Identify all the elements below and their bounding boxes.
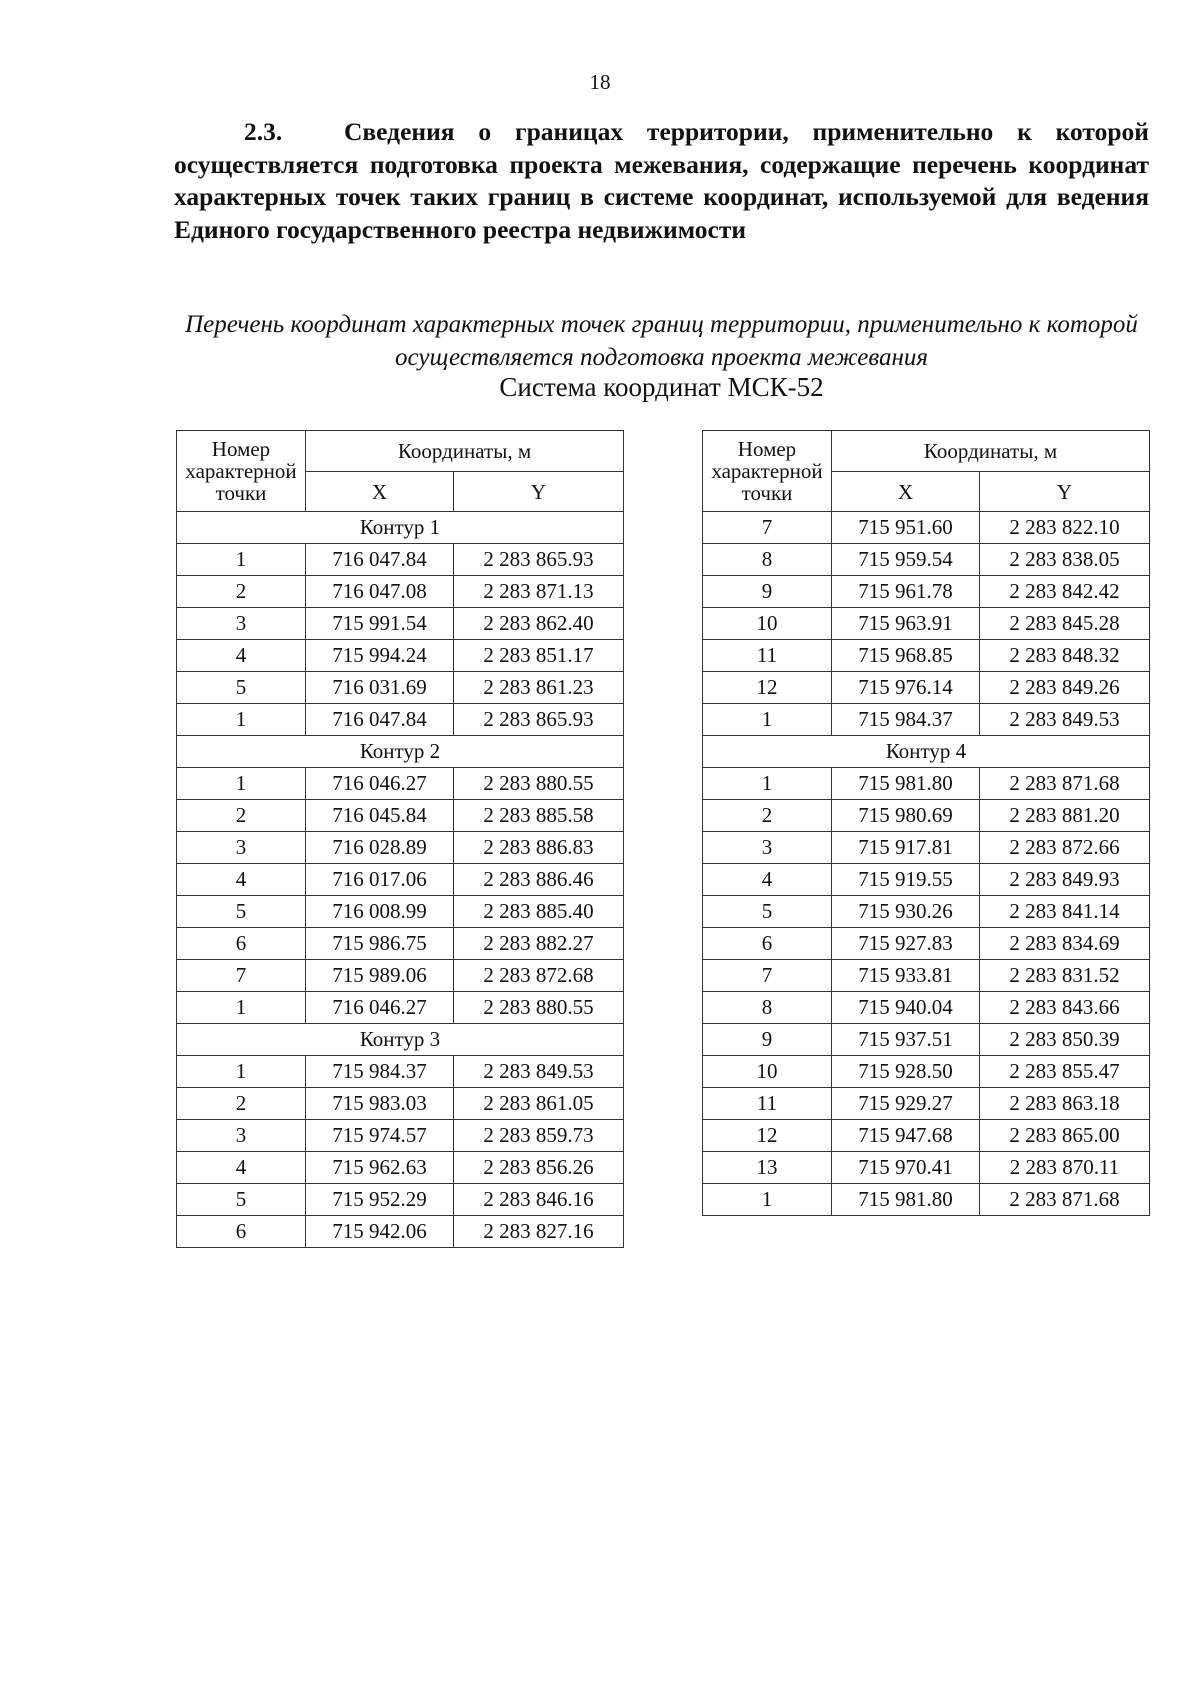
y-coordinate-cell: 2 283 885.58 xyxy=(454,800,624,832)
point-number-cell: 4 xyxy=(177,1152,306,1184)
table-row xyxy=(177,576,624,608)
x-coordinate-cell: 716 008.99 xyxy=(306,896,454,928)
x-coordinate-cell: 715 968.85 xyxy=(832,640,980,672)
x-coordinate-cell: 716 046.27 xyxy=(306,768,454,800)
table-row xyxy=(177,704,624,736)
y-coordinate-cell: 2 283 838.05 xyxy=(980,544,1150,576)
table-row xyxy=(177,928,624,960)
point-number-cell: 6 xyxy=(177,1216,306,1248)
table-row xyxy=(703,832,1150,864)
x-coordinate-cell: 715 959.54 xyxy=(832,544,980,576)
table-row xyxy=(703,1120,1150,1152)
x-coordinate-cell: 715 928.50 xyxy=(832,1056,980,1088)
point-number-cell: 1 xyxy=(703,768,832,800)
point-number-cell: 2 xyxy=(177,576,306,608)
x-coordinate-cell: 715 963.91 xyxy=(832,608,980,640)
x-coordinate-cell: 715 984.37 xyxy=(832,704,980,736)
x-coordinate-cell: 715 994.24 xyxy=(306,640,454,672)
point-number-cell: 1 xyxy=(177,1056,306,1088)
point-number-cell: 3 xyxy=(177,1120,306,1152)
y-coordinate-cell: 2 283 849.53 xyxy=(454,1056,624,1088)
table-row xyxy=(703,512,1150,544)
table-row xyxy=(703,992,1150,1024)
point-number-cell: 7 xyxy=(703,960,832,992)
point-number-cell: 5 xyxy=(703,896,832,928)
contour-label: Контур 3 xyxy=(177,1024,624,1056)
contour-label: Контур 4 xyxy=(703,736,1150,768)
x-coordinate-cell: 715 947.68 xyxy=(832,1120,980,1152)
point-number-cell: 4 xyxy=(177,864,306,896)
table-row xyxy=(703,768,1150,800)
point-number-cell: 5 xyxy=(177,896,306,928)
y-coordinate-cell: 2 283 859.73 xyxy=(454,1120,624,1152)
contour-row xyxy=(177,736,624,768)
x-coordinate-cell: 715 989.06 xyxy=(306,960,454,992)
x-coordinate-cell: 715 927.83 xyxy=(832,928,980,960)
table-row xyxy=(177,800,624,832)
point-number-header: Номер характерной точки xyxy=(177,431,306,512)
x-coordinate-cell: 715 933.81 xyxy=(832,960,980,992)
point-number-cell: 3 xyxy=(703,832,832,864)
table-row xyxy=(177,1120,624,1152)
contour-row xyxy=(177,1024,624,1056)
x-coordinate-cell: 715 951.60 xyxy=(832,512,980,544)
x-coordinate-cell: 715 917.81 xyxy=(832,832,980,864)
y-coordinate-cell: 2 283 855.47 xyxy=(980,1056,1150,1088)
table-row xyxy=(703,1056,1150,1088)
table-row xyxy=(703,960,1150,992)
point-number-cell: 1 xyxy=(703,704,832,736)
y-coordinate-cell: 2 283 831.52 xyxy=(980,960,1150,992)
y-coordinate-cell: 2 283 846.16 xyxy=(454,1184,624,1216)
x-coordinate-cell: 716 028.89 xyxy=(306,832,454,864)
point-number-cell: 10 xyxy=(703,1056,832,1088)
point-number-cell: 6 xyxy=(177,928,306,960)
y-header: Y xyxy=(980,472,1150,512)
x-coordinate-cell: 715 984.37 xyxy=(306,1056,454,1088)
y-coordinate-cell: 2 283 870.11 xyxy=(980,1152,1150,1184)
x-coordinate-cell: 715 962.63 xyxy=(306,1152,454,1184)
y-coordinate-cell: 2 283 880.55 xyxy=(454,768,624,800)
table-row xyxy=(177,1088,624,1120)
x-coordinate-cell: 715 980.69 xyxy=(832,800,980,832)
point-number-cell: 1 xyxy=(177,544,306,576)
x-coordinate-cell: 715 929.27 xyxy=(832,1088,980,1120)
page-number: 18 xyxy=(589,70,611,94)
table-row xyxy=(703,1152,1150,1184)
table-row xyxy=(703,608,1150,640)
y-coordinate-cell: 2 283 851.17 xyxy=(454,640,624,672)
coordinates-header: Координаты, м xyxy=(832,431,1150,472)
table-row xyxy=(177,640,624,672)
table-row xyxy=(177,1056,624,1088)
contour-label: Контур 1 xyxy=(177,512,624,544)
y-coordinate-cell: 2 283 849.53 xyxy=(980,704,1150,736)
y-coordinate-cell: 2 283 856.26 xyxy=(454,1152,624,1184)
y-coordinate-cell: 2 283 885.40 xyxy=(454,896,624,928)
point-number-cell: 2 xyxy=(703,800,832,832)
point-number-cell: 1 xyxy=(177,768,306,800)
section-number: 2.3. xyxy=(244,117,283,146)
y-coordinate-cell: 2 283 848.32 xyxy=(980,640,1150,672)
table-row xyxy=(703,896,1150,928)
table-caption: Перечень координат характерных точек границ территории, применительно к которой осуществляется подготовка проекта межевания xyxy=(185,311,1138,371)
y-coordinate-cell: 2 283 862.40 xyxy=(454,608,624,640)
y-coordinate-cell: 2 283 842.42 xyxy=(980,576,1150,608)
y-coordinate-cell: 2 283 834.69 xyxy=(980,928,1150,960)
y-coordinate-cell: 2 283 863.18 xyxy=(980,1088,1150,1120)
table-row xyxy=(703,928,1150,960)
table-row xyxy=(703,1088,1150,1120)
y-coordinate-cell: 2 283 849.93 xyxy=(980,864,1150,896)
x-coordinate-cell: 716 031.69 xyxy=(306,672,454,704)
table-row xyxy=(703,672,1150,704)
x-coordinate-cell: 715 986.75 xyxy=(306,928,454,960)
point-number-cell: 4 xyxy=(177,640,306,672)
x-header: X xyxy=(306,472,454,512)
x-coordinate-cell: 715 930.26 xyxy=(832,896,980,928)
point-number-cell: 3 xyxy=(177,832,306,864)
table-row xyxy=(703,640,1150,672)
table-row xyxy=(177,1216,624,1248)
x-coordinate-cell: 715 981.80 xyxy=(832,1184,980,1216)
x-coordinate-cell: 716 046.27 xyxy=(306,992,454,1024)
contour-label: Контур 2 xyxy=(177,736,624,768)
coordinates-table-right xyxy=(702,430,1150,1216)
x-coordinate-cell: 715 983.03 xyxy=(306,1088,454,1120)
y-coordinate-cell: 2 283 822.10 xyxy=(980,512,1150,544)
contour-row xyxy=(177,512,624,544)
table-row xyxy=(177,544,624,576)
point-number-header: Номер характерной точки xyxy=(703,431,832,512)
contour-row xyxy=(703,736,1150,768)
point-number-cell: 5 xyxy=(177,672,306,704)
x-coordinate-cell: 716 047.08 xyxy=(306,576,454,608)
y-coordinate-cell: 2 283 865.93 xyxy=(454,704,624,736)
point-number-cell: 12 xyxy=(703,672,832,704)
table-row xyxy=(177,672,624,704)
coordinates-table-left xyxy=(176,430,624,1248)
point-number-cell: 2 xyxy=(177,1088,306,1120)
table-row xyxy=(177,1152,624,1184)
y-coordinate-cell: 2 283 843.66 xyxy=(980,992,1150,1024)
y-coordinate-cell: 2 283 872.68 xyxy=(454,960,624,992)
table-row xyxy=(177,832,624,864)
table-row xyxy=(177,864,624,896)
x-coordinate-cell: 715 942.06 xyxy=(306,1216,454,1248)
y-coordinate-cell: 2 283 841.14 xyxy=(980,896,1150,928)
x-coordinate-cell: 716 045.84 xyxy=(306,800,454,832)
point-number-cell: 11 xyxy=(703,1088,832,1120)
table-row xyxy=(703,864,1150,896)
point-number-cell: 7 xyxy=(177,960,306,992)
point-number-cell: 1 xyxy=(177,704,306,736)
y-coordinate-cell: 2 283 882.27 xyxy=(454,928,624,960)
y-coordinate-cell: 2 283 880.55 xyxy=(454,992,624,1024)
point-number-cell: 8 xyxy=(703,992,832,1024)
x-coordinate-cell: 716 047.84 xyxy=(306,544,454,576)
y-coordinate-cell: 2 283 865.93 xyxy=(454,544,624,576)
table-row xyxy=(177,1184,624,1216)
coordinates-header: Координаты, м xyxy=(306,431,624,472)
x-coordinate-cell: 715 991.54 xyxy=(306,608,454,640)
coordinate-system-label: Система координат МСК-52 xyxy=(499,372,824,402)
point-number-cell: 5 xyxy=(177,1184,306,1216)
point-number-cell: 9 xyxy=(703,576,832,608)
table-row xyxy=(177,992,624,1024)
x-coordinate-cell: 715 974.57 xyxy=(306,1120,454,1152)
y-header: Y xyxy=(454,472,624,512)
point-number-cell: 6 xyxy=(703,928,832,960)
y-coordinate-cell: 2 283 872.66 xyxy=(980,832,1150,864)
y-coordinate-cell: 2 283 850.39 xyxy=(980,1024,1150,1056)
table-row xyxy=(177,768,624,800)
y-coordinate-cell: 2 283 861.05 xyxy=(454,1088,624,1120)
y-coordinate-cell: 2 283 865.00 xyxy=(980,1120,1150,1152)
table-row xyxy=(177,896,624,928)
x-coordinate-cell: 715 952.29 xyxy=(306,1184,454,1216)
point-number-cell: 2 xyxy=(177,800,306,832)
table-row xyxy=(703,704,1150,736)
section-heading xyxy=(174,116,1149,246)
x-coordinate-cell: 715 940.04 xyxy=(832,992,980,1024)
x-coordinate-cell: 716 047.84 xyxy=(306,704,454,736)
point-number-cell: 4 xyxy=(703,864,832,896)
point-number-cell: 1 xyxy=(177,992,306,1024)
table-row xyxy=(703,1184,1150,1216)
x-coordinate-cell: 715 937.51 xyxy=(832,1024,980,1056)
point-number-cell: 11 xyxy=(703,640,832,672)
y-coordinate-cell: 2 283 871.68 xyxy=(980,1184,1150,1216)
y-coordinate-cell: 2 283 881.20 xyxy=(980,800,1150,832)
table-row xyxy=(703,576,1150,608)
table-row xyxy=(703,1024,1150,1056)
point-number-cell: 13 xyxy=(703,1152,832,1184)
table-row xyxy=(177,960,624,992)
x-coordinate-cell: 715 919.55 xyxy=(832,864,980,896)
y-coordinate-cell: 2 283 849.26 xyxy=(980,672,1150,704)
table-row xyxy=(177,608,624,640)
point-number-cell: 8 xyxy=(703,544,832,576)
point-number-cell: 12 xyxy=(703,1120,832,1152)
x-header: X xyxy=(832,472,980,512)
y-coordinate-cell: 2 283 871.68 xyxy=(980,768,1150,800)
y-coordinate-cell: 2 283 827.16 xyxy=(454,1216,624,1248)
x-coordinate-cell: 715 976.14 xyxy=(832,672,980,704)
table-row xyxy=(703,800,1150,832)
point-number-cell: 10 xyxy=(703,608,832,640)
y-coordinate-cell: 2 283 886.46 xyxy=(454,864,624,896)
point-number-cell: 7 xyxy=(703,512,832,544)
point-number-cell: 9 xyxy=(703,1024,832,1056)
table-row xyxy=(703,544,1150,576)
x-coordinate-cell: 716 017.06 xyxy=(306,864,454,896)
point-number-cell: 1 xyxy=(703,1184,832,1216)
y-coordinate-cell: 2 283 861.23 xyxy=(454,672,624,704)
y-coordinate-cell: 2 283 886.83 xyxy=(454,832,624,864)
section-title: Сведения о границах территории, применительно к которой осуществляется подготовка проекта межевания, содержащие перечень координат характерных точек таких границ в системе координат, используемой для ведения Единого государственного реестра недвижимости xyxy=(174,117,1149,244)
x-coordinate-cell: 715 970.41 xyxy=(832,1152,980,1184)
y-coordinate-cell: 2 283 845.28 xyxy=(980,608,1150,640)
x-coordinate-cell: 715 981.80 xyxy=(832,768,980,800)
x-coordinate-cell: 715 961.78 xyxy=(832,576,980,608)
point-number-cell: 3 xyxy=(177,608,306,640)
y-coordinate-cell: 2 283 871.13 xyxy=(454,576,624,608)
